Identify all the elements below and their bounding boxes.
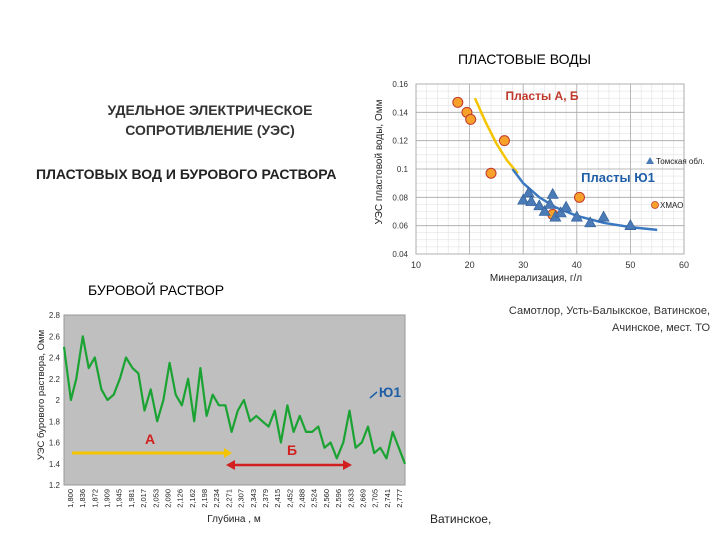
x-tick-label-2: 1,872 [90,489,100,508]
x-tick-label: 30 [518,260,529,270]
y-axis-label-2: УЭС бурового раствора, Омм [36,329,47,461]
x-tick-label-2: 2,524 [309,489,319,508]
x-tick-label-2: 1,800 [66,489,75,508]
y-tick-label-2: 1.8 [48,417,60,427]
x-tick-label-2: 2,415 [273,489,283,508]
y-tick-label: 0.16 [392,80,408,89]
slide-title: УДЕЛЬНОЕ ЭЛЕКТРИЧЕСКОЕ СОПРОТИВЛЕНИЕ (УЭС) [107,102,313,138]
x-tick-label-2: 2,017 [139,489,149,508]
y-tick-label: 0.04 [392,250,408,259]
x-tick-label-2: 2,596 [334,489,344,508]
bottom-note: Ватинское, [430,512,492,526]
data-point-circle [486,168,496,178]
x-tick-label: 20 [464,260,475,270]
legend-circle-icon [652,202,659,209]
x-tick-label-2: 2,379 [261,489,270,508]
x-tick-label-2: 2,669 [358,489,368,508]
x-tick-label: 40 [571,260,582,270]
y-tick-label-2: 2.8 [48,311,60,320]
fields-note: Самотлор, Усть-Балыкское, Ватинское, Ачинское, мест. ТО [508,305,710,334]
x-tick-label-2: 1,909 [102,489,112,508]
y-tick-label: 0.14 [392,108,408,118]
x-tick-label-2: 2,307 [236,489,246,508]
x-tick-label-2: 2,560 [321,489,331,508]
x-axis-label-2: Глубина , м [207,514,261,525]
y-tick-label-2: 2.4 [48,353,60,363]
x-tick-label-2: 2,488 [297,489,307,508]
y-tick-label: 0.08 [392,193,408,203]
plot-area-2 [64,315,405,485]
y-tick-label-2: 1.4 [48,459,60,469]
y-tick-label: 0.06 [392,221,408,231]
y-tick-label-2: 2.2 [48,374,60,384]
x-tick-label-2: 2,090 [163,489,173,508]
x-tick-label-2: 2,343 [248,489,258,508]
x-tick-label: 10 [410,260,422,270]
data-point-circle [466,114,476,124]
x-tick-label: 60 [678,260,690,270]
y-tick-label: 0.12 [392,136,408,146]
y-tick-label-2: 2.6 [48,332,60,342]
x-tick-label: 50 [625,260,636,270]
x-tick-label-2: 2,633 [346,489,356,508]
x-tick-label-2: 2,053 [151,489,161,508]
x-tick-label-2: 2,452 [285,489,295,508]
label-b: Б [286,442,298,458]
label-plasty-ab: Пласты А, Б [505,89,579,103]
x-tick-label-2: 2,198 [200,489,209,508]
x-tick-label-2: 1,836 [78,489,88,508]
x-tick-label-2: 1,945 [114,489,124,508]
data-point-circle [453,97,463,107]
data-point-circle [574,192,584,202]
x-tick-label-2: 2,741 [382,489,392,508]
y-tick-label-2: 1.2 [48,481,60,490]
x-tick-label-2: 1,981 [126,489,136,508]
data-point-circle [499,136,509,146]
x-tick-label-2: 2,126 [175,489,185,508]
legend-tomsk: Томская обл. [656,157,705,166]
legend-khmao: ХМАО [660,201,684,210]
y-tick-label: 0.1 [396,165,408,174]
label-yu1: Ю1 [378,384,402,400]
bottom-chart-heading: БУРОВОЙ РАСТВОР [88,282,225,298]
top-chart-heading: ПЛАСТОВЫЕ ВОДЫ [458,51,592,67]
x-tick-label-2: 2,705 [370,489,380,508]
label-plasty-yu1: Пласты Ю1 [581,170,655,185]
y-tick-label-2: 2 [55,396,60,405]
slide-subtitle: ПЛАСТОВЫХ ВОД И БУРОВОГО РАСТВОРА [36,166,337,182]
x-tick-label-2: 2,234 [212,489,222,508]
y-axis-label: УЭС пластовой воды, Омм [374,99,385,225]
x-tick-label-2: 2,271 [224,489,234,508]
x-axis-label: Минерализация, г/л [489,273,583,284]
x-tick-label-2: 2,162 [187,489,197,508]
x-tick-label-2: 2,777 [395,489,404,508]
y-tick-label-2: 1.6 [48,438,60,448]
label-a: А [144,431,156,447]
